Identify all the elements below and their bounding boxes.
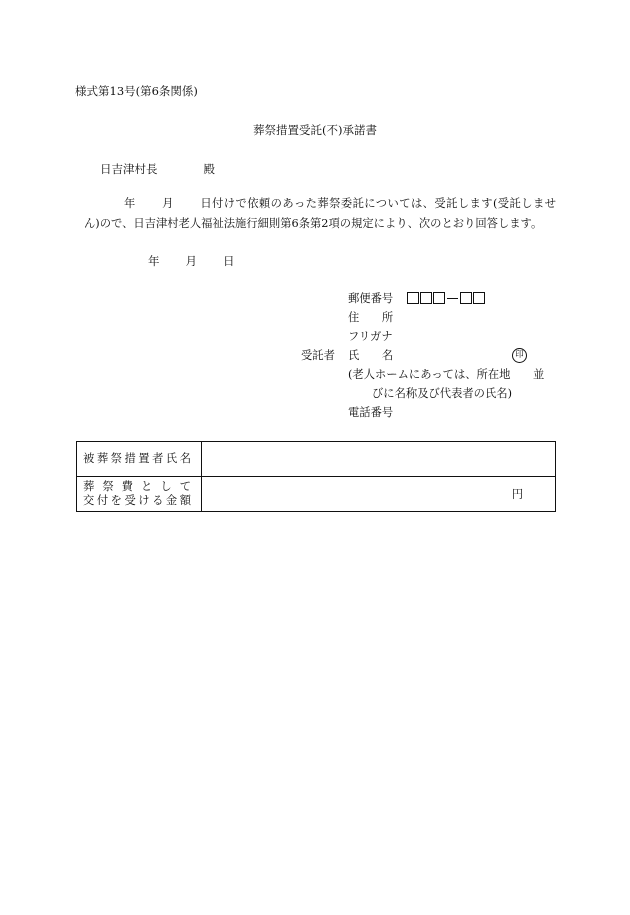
- address-label: 住 所: [348, 311, 394, 324]
- body-line-2: ん)ので、日吉津村老人福祉法施行細則第6条第2項の規定により、次のとおり回答します。: [84, 217, 543, 230]
- addressee-name: 日吉津村長: [100, 162, 158, 176]
- name-label: 氏 名: [348, 349, 394, 362]
- addressee: [100, 162, 215, 176]
- date-day: 日: [223, 254, 235, 268]
- deceased-name-header: 被葬祭措置者氏名: [77, 442, 202, 477]
- deceased-name-field[interactable]: [202, 442, 556, 477]
- date-line: [148, 254, 235, 268]
- postal-code-label: 郵便番号: [348, 292, 394, 305]
- form-number: 様式第13号(第6条関係): [75, 84, 198, 98]
- date-year: 年: [148, 254, 160, 268]
- document-title: 葬祭措置受託(不)承諾書: [253, 123, 377, 137]
- body-line-1: [80, 194, 556, 214]
- postal-dash: [447, 298, 458, 299]
- body-month: 月: [161, 197, 174, 210]
- amount-header: [77, 477, 202, 512]
- yen-unit: 円: [511, 488, 523, 501]
- postal-box: [460, 292, 472, 304]
- body-year: 年: [124, 197, 136, 210]
- postal-box: [473, 292, 485, 304]
- addressee-honorific: 殿: [203, 162, 215, 176]
- table-row: [77, 442, 556, 477]
- postal-box: [420, 292, 432, 304]
- phone-label: 電話番号: [348, 406, 394, 419]
- postal-box: [407, 292, 419, 304]
- note-line-2: びに名称及び代表者の氏名): [372, 387, 512, 400]
- seal-icon: 印: [512, 348, 527, 363]
- postal-box: [433, 292, 445, 304]
- recipient-label: 受託者: [301, 349, 335, 362]
- amount-field[interactable]: [202, 477, 556, 512]
- body-line-1-text: 日付けで依頼のあった葬祭委託については、受託します(受託しませ: [199, 197, 556, 210]
- table-row: [77, 477, 556, 512]
- amount-header-line-2: 交付を受ける金額: [83, 494, 191, 507]
- info-table: [76, 441, 556, 512]
- furigana-label: フリガナ: [348, 330, 393, 343]
- amount-header-line-1: 葬祭費として: [83, 480, 191, 493]
- date-month: 月: [185, 254, 197, 268]
- note-line-1: (老人ホームにあっては、所在地 並: [348, 368, 545, 381]
- body-paragraph: [80, 194, 556, 234]
- postal-code-boxes: [407, 292, 486, 304]
